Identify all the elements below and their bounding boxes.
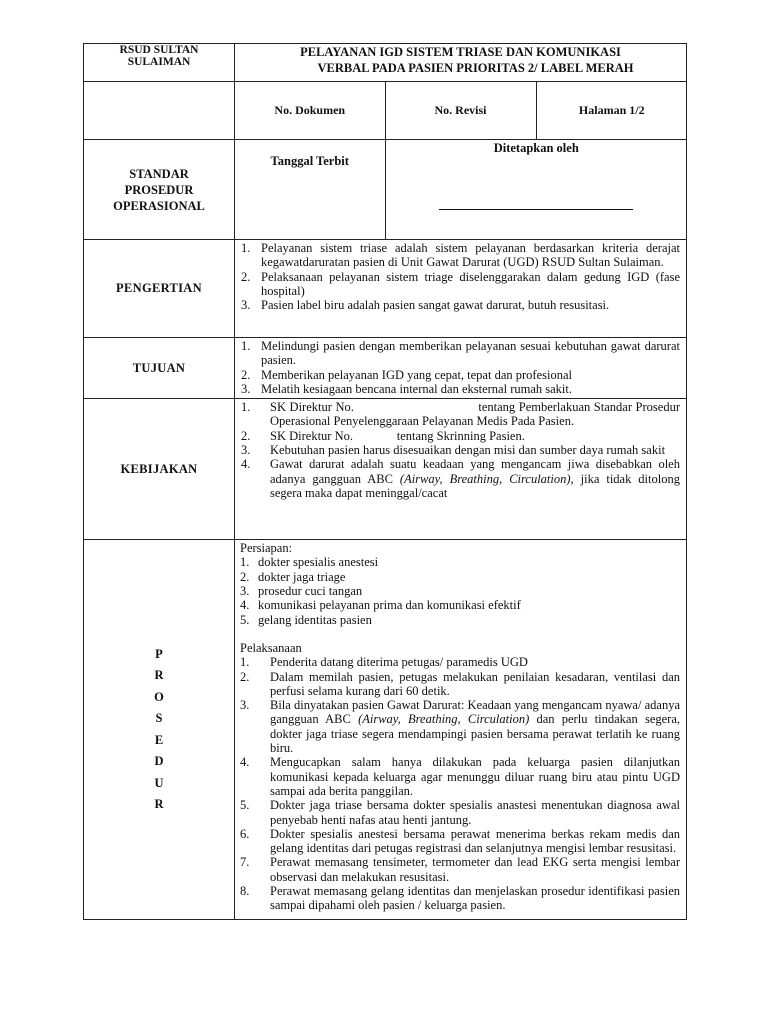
pengertian-content bbox=[235, 240, 687, 338]
doc-meta-table bbox=[235, 82, 687, 139]
persiapan-list bbox=[240, 555, 680, 626]
sop-type-line: OPERASIONAL bbox=[113, 198, 205, 213]
list-item: 1. Pelayanan sistem triase adalah sistem pelayanan berdasarkan kriteria derajat kegawatdaruratan pasien di Unit Gawat Darurat (UGD) RSUD Sultan Sulaiman. bbox=[241, 241, 680, 270]
pelaksanaan-title: Pelaksanaan bbox=[240, 640, 302, 655]
prosedur-letter: O bbox=[154, 689, 164, 704]
no-dokumen-label: No. Dokumen bbox=[235, 82, 385, 139]
list-item: 4. Mengucapkan salam hanya dilakukan pada keluarga pasien dilanjutkan komunikasi kepada keluarga agar menunggu diluar ruang biru atau pintu UGD sampai ada berita panggilan. bbox=[240, 755, 680, 798]
document-title bbox=[235, 44, 687, 82]
hospital-name-line: SULAIMAN bbox=[127, 56, 191, 68]
list-item: 7. Perawat memasang tensimeter, termometer dan lead EKG serta mengisi lembar observasi dan melakukan resusitasi. bbox=[240, 855, 680, 884]
ditetapkan-oleh-label: Ditetapkan oleh bbox=[493, 141, 579, 155]
sop-document bbox=[83, 43, 686, 920]
sop-type-label bbox=[84, 140, 235, 240]
prosedur-letter: S bbox=[155, 711, 163, 726]
prosedur-letter: P bbox=[155, 646, 163, 661]
doc-meta-cell bbox=[235, 82, 687, 140]
pengertian-label: PENGERTIAN bbox=[84, 240, 235, 338]
list-item: 5. Dokter jaga triase bersama dokter spesialis anastesi menentukan diagnosa awal penyebab henti nafas atau henti jantung. bbox=[240, 798, 680, 827]
list-item: 2. Memberikan pelayanan IGD yang cepat, tepat dan profesional bbox=[241, 367, 572, 382]
kebijakan-list bbox=[240, 400, 684, 500]
list-item: 1. dokter spesialis anestesi bbox=[240, 555, 379, 570]
prosedur-letter: R bbox=[154, 668, 164, 683]
list-item: 5. gelang identitas pasien bbox=[240, 612, 372, 627]
prosedur-content bbox=[235, 540, 687, 920]
list-item: 4. komunikasi pelayanan prima dan komunikasi efektif bbox=[240, 598, 521, 613]
sop-type-line: STANDAR bbox=[129, 166, 189, 181]
list-item: 1. Melindungi pasien dengan memberikan pelayanan sesuai kebutuhan gawat darurat pasien. bbox=[241, 339, 680, 368]
list-item: 4. Gawat darurat adalah suatu keadaan yang mengancam jiwa disebabkan oleh adanya gangguan ABC (Airway, Breathing, Circulation), jika tidak ditolong segera maka dapat meninggal/cacat bbox=[241, 457, 680, 500]
prosedur-label bbox=[84, 540, 235, 920]
list-item: 1. SK Direktur No. tentang Pemberlakuan Standar Prosedur Operasional Penyelenggaraan Pelayanan Medis Pada Pasien. bbox=[241, 400, 684, 429]
no-revisi-label: No. Revisi bbox=[385, 82, 536, 139]
persiapan-title: Persiapan: bbox=[240, 541, 293, 556]
tanggal-terbit-label: Tanggal Terbit bbox=[235, 140, 385, 239]
hospital-name-line: RSUD SULTAN bbox=[119, 44, 199, 56]
tujuan-list bbox=[240, 339, 680, 396]
document-title-line: PELAYANAN IGD SISTEM TRIASE DAN KOMUNIKASI bbox=[300, 45, 621, 59]
list-item: 3. prosedur cuci tangan bbox=[240, 584, 363, 599]
list-item: 2. SK Direktur No. tentang Skrinning Pasien. bbox=[241, 428, 525, 443]
list-item: 2. dokter jaga triage bbox=[240, 569, 346, 584]
prosedur-letter: R bbox=[154, 797, 164, 812]
halaman-label: Halaman 1/2 bbox=[536, 82, 687, 139]
list-item: 6. Dokter spesialis anestesi bersama perawat menerima berkas rekam medis dan gelang identitas dari petugas registrasi dan selanjutnya mengisi lembar resusitasi. bbox=[240, 826, 680, 856]
list-item: 1. Penderita datang diterima petugas/ paramedis UGD bbox=[240, 655, 528, 670]
list-item: 3. Bila dinyatakan pasien Gawat Darurat: Keadaan yang mengancam nyawa/ adanya gangguan ABC (Airway, Breathing, Circulation) dan perlu tindakan segera, dokter jaga triase segera mendampingi pasien bersama perawat terlatih ke ruang biru. bbox=[240, 698, 680, 756]
tujuan-content bbox=[235, 338, 687, 399]
list-item: 3. Pasien label biru adalah pasien sangat gawat darurat, butuh resusitasi. bbox=[241, 298, 610, 313]
prosedur-letter: U bbox=[154, 775, 164, 790]
document-title-line: VERBAL PADA PASIEN PRIORITAS 2/ LABEL MERAH bbox=[317, 61, 634, 75]
kebijakan-content bbox=[235, 399, 687, 540]
signature-line bbox=[439, 209, 633, 210]
prosedur-letter: E bbox=[154, 732, 164, 747]
list-item: 3. Kebutuhan pasien harus disesuaikan dengan misi dan sumber daya rumah sakit bbox=[241, 443, 666, 458]
hospital-name bbox=[84, 44, 235, 82]
approval-cell bbox=[385, 140, 687, 239]
list-item: 3. Melatih kesiagaan bencana internal dan eksternal rumah sakit. bbox=[241, 381, 572, 396]
list-item: 2. Dalam memilah pasien, petugas melakukan penilaian kesadaran, ventilasi dan perfusi selama kurang dari 60 detik. bbox=[240, 669, 680, 698]
pengertian-list bbox=[240, 241, 680, 312]
pelaksanaan-list bbox=[240, 655, 680, 912]
hospital-blank-cell bbox=[84, 82, 235, 140]
list-item: 2. Pelaksanaan pelayanan sistem triage diselenggarakan dalam gedung IGD (fase hospital) bbox=[241, 269, 680, 298]
kebijakan-label: KEBIJAKAN bbox=[84, 399, 235, 540]
prosedur-letter: D bbox=[154, 754, 164, 769]
sop-table bbox=[83, 43, 687, 920]
tujuan-label: TUJUAN bbox=[84, 338, 235, 399]
issue-table bbox=[235, 140, 687, 239]
issue-cell bbox=[235, 140, 687, 240]
list-item: 8. Perawat memasang gelang identitas dan menjelaskan prosedur identifikasi pasien sampai dipahami oleh pasien / keluarga pasien. bbox=[240, 884, 680, 913]
sop-type-line: PROSEDUR bbox=[124, 182, 194, 197]
